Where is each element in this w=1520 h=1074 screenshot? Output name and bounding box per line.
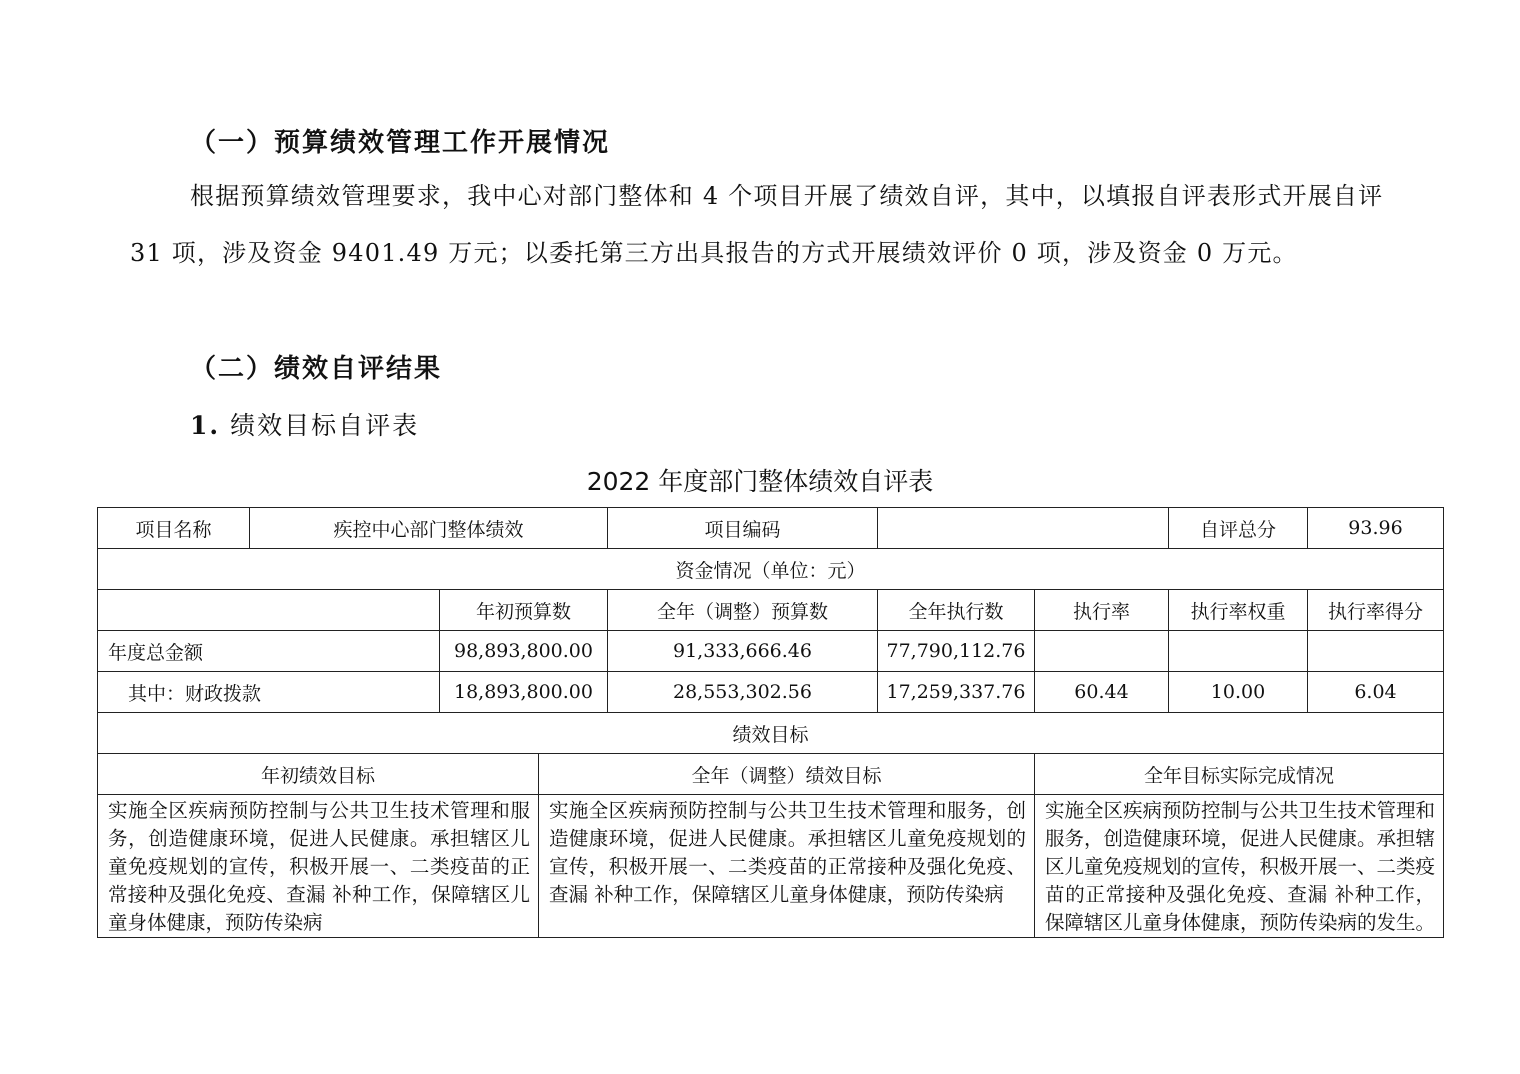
table-row-goal-texts — [98, 795, 1444, 938]
project-name-label: 项目名称 — [98, 508, 250, 549]
goal-text-initial: 实施全区疾病预防控制与公共卫生技术管理和服务，创造健康环境，促进人民健康。承担辖区儿童免疫规划的宣传，积极开展一、二类疫苗的正常接种及强化免疫、查漏 补种工作，保障辖区儿童身体健康，预防传染病 — [98, 795, 539, 938]
table-row — [98, 672, 1444, 713]
table-row-fund-columns — [98, 590, 1444, 631]
table-cell: 18,893,800.00 — [440, 672, 608, 713]
table-cell: 77,790,112.76 — [878, 631, 1035, 672]
fund-column-header: 执行率 — [1035, 590, 1169, 631]
table-cell: 98,893,800.00 — [440, 631, 608, 672]
table-cell: 91,333,666.46 — [608, 631, 878, 672]
project-code-value — [878, 508, 1169, 549]
table-cell: 年度总金额 — [98, 631, 440, 672]
table-cell: 10.00 — [1169, 672, 1308, 713]
fund-column-header: 执行率权重 — [1169, 590, 1308, 631]
table-row-header — [98, 508, 1444, 549]
fund-column-header: 年初预算数 — [440, 590, 608, 631]
project-name-value: 疾控中心部门整体绩效 — [250, 508, 608, 549]
table-cell: 其中：财政拨款 — [98, 672, 440, 713]
table-row — [98, 631, 1444, 672]
table-cell — [1169, 631, 1308, 672]
goal-column-header: 全年（调整）绩效目标 — [539, 754, 1035, 795]
goal-column-header: 全年目标实际完成情况 — [1035, 754, 1444, 795]
section-heading-goal-table — [190, 406, 419, 442]
heading-text: 绩效目标自评表 — [230, 411, 420, 440]
goal-text-adjusted: 实施全区疾病预防控制与公共卫生技术管理和服务，创造健康环境，促进人民健康。承担辖区儿童免疫规划的宣传，积极开展一、二类疫苗的正常接种及强化免疫、查漏 补种工作，保障辖区儿童身体健康，预防传染病 — [539, 795, 1035, 938]
fund-section-header: 资金情况（单位：元） — [98, 549, 1444, 590]
section-heading-budget-management: （一）预算绩效管理工作开展情况 — [190, 128, 611, 158]
table-cell: 60.44 — [1035, 672, 1169, 713]
heading-number: 1. — [190, 411, 221, 440]
performance-self-evaluation-table — [97, 507, 1444, 938]
goal-text-actual: 实施全区疾病预防控制与公共卫生技术管理和服务，创造健康环境，促进人民健康。承担辖区儿童免疫规划的宣传，积极开展一、二类疫苗的正常接种及强化免疫、查漏 补种工作，保障辖区儿童身体健康，预防传染病的发生。 — [1035, 795, 1444, 938]
fund-column-header: 全年（调整）预算数 — [608, 590, 878, 631]
score-label: 自评总分 — [1169, 508, 1308, 549]
table-row-goals-header — [98, 713, 1444, 754]
section-paragraph-self-evaluation: 根据预算绩效管理要求，我中心对部门整体和 4 个项目开展了绩效自评，其中，以填报自评表形式开展自评 31 项，涉及资金 9401.49 万元；以委托第三方出具报告的方式开展绩效评价 0 项，涉及资金 0 万元。 — [130, 182, 1384, 267]
table-cell — [1308, 631, 1444, 672]
fund-column-header: 执行率得分 — [1308, 590, 1444, 631]
table-cell: 28,553,302.56 — [608, 672, 878, 713]
goal-column-header: 年初绩效目标 — [98, 754, 539, 795]
project-code-label: 项目编码 — [608, 508, 878, 549]
score-value: 93.96 — [1308, 508, 1444, 549]
table-title: 2022 年度部门整体绩效自评表 — [586, 467, 934, 496]
goals-section-header: 绩效目标 — [98, 713, 1444, 754]
section-heading-results: （二）绩效自评结果 — [190, 354, 443, 384]
table-row-goal-columns — [98, 754, 1444, 795]
table-cell — [1035, 631, 1169, 672]
table-cell: 6.04 — [1308, 672, 1444, 713]
table-cell: 17,259,337.76 — [878, 672, 1035, 713]
table-row-fund-header — [98, 549, 1444, 590]
fund-column-header: 全年执行数 — [878, 590, 1035, 631]
fund-column-header — [98, 590, 440, 631]
